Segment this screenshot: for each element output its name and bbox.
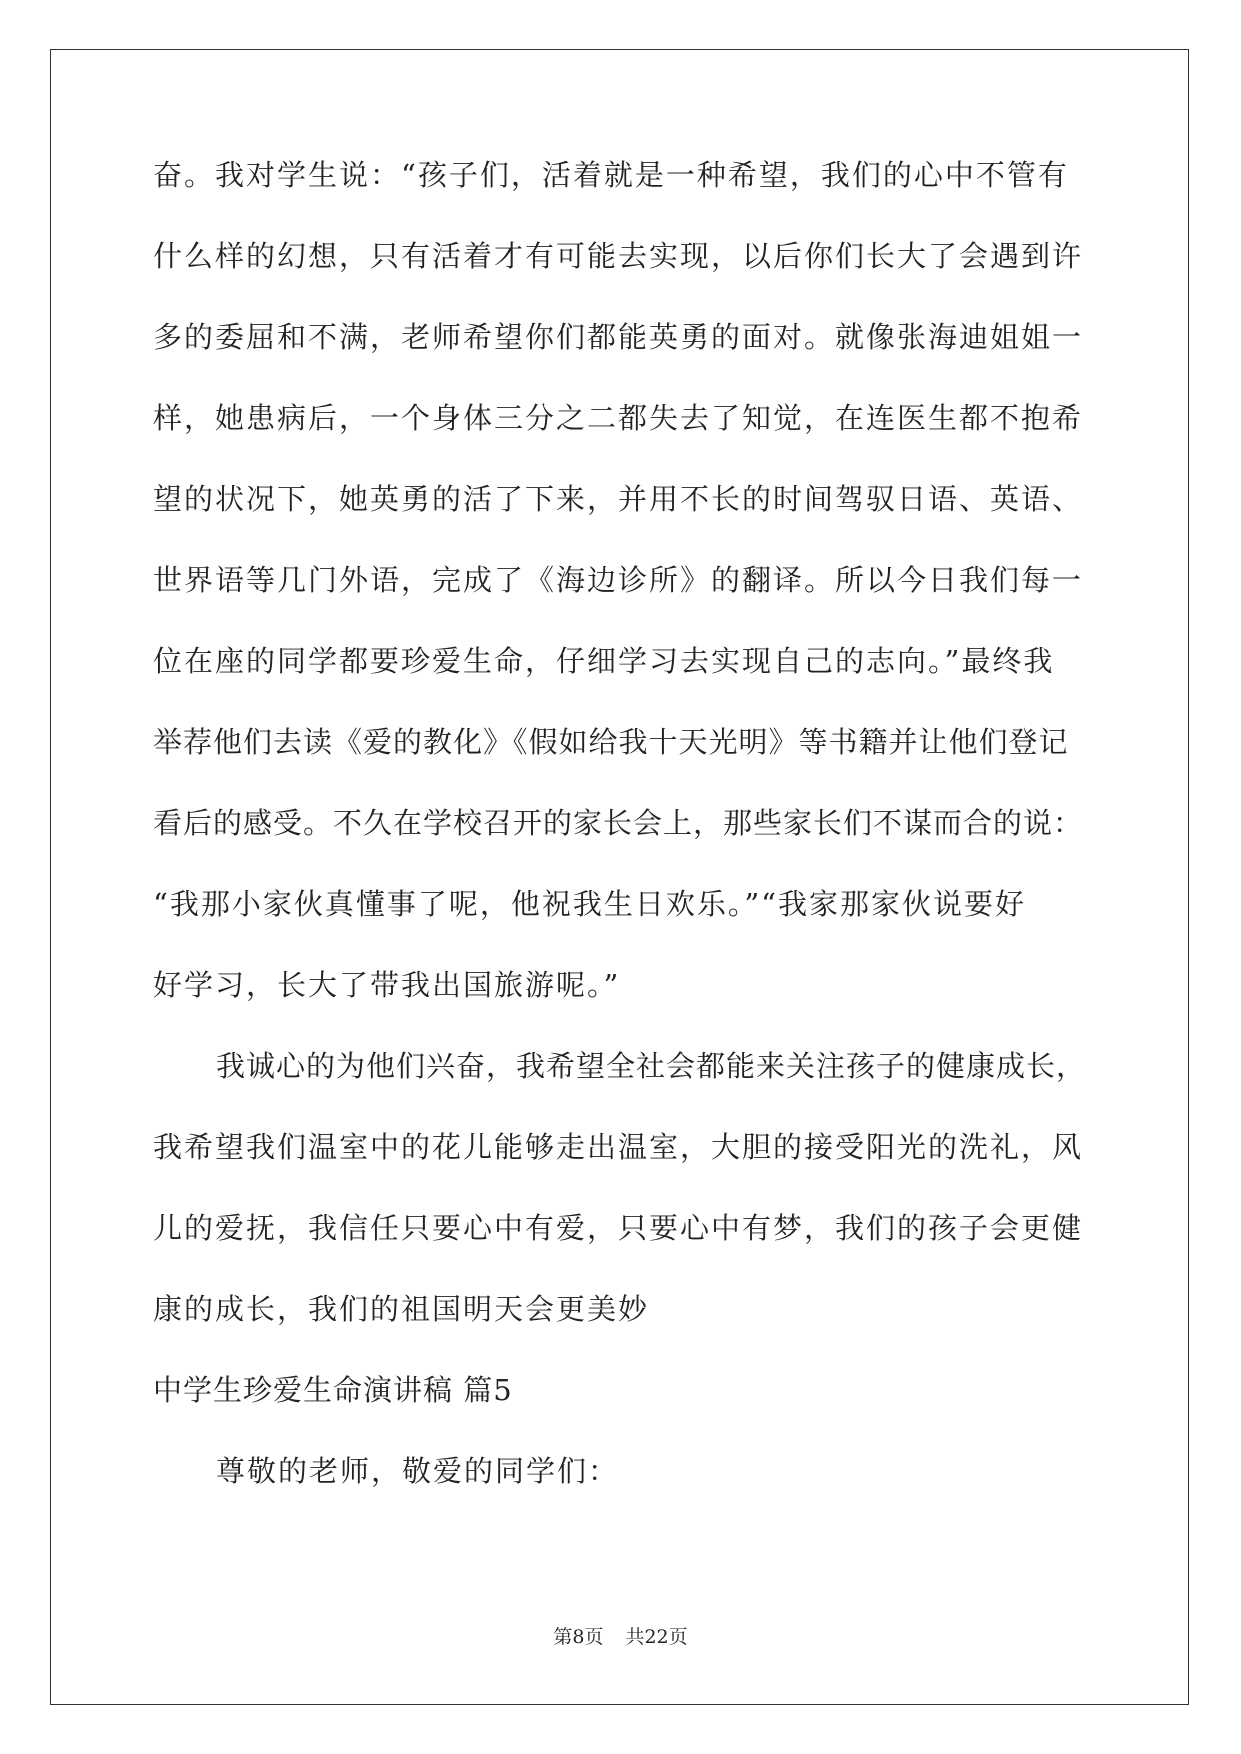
salutation: 尊敬的老师，敬爱的同学们： — [216, 1454, 620, 1488]
document-body — [153, 155, 1093, 1532]
text-line: “我那小家伙真懂事了呢，他祝我生日欢乐。”“我家那家伙说要好 — [153, 887, 1026, 921]
page-number: 第8页 — [553, 1626, 604, 1648]
page-footer — [0, 1625, 1241, 1649]
text-line: 儿的爱抚，我信任只要心中有爱，只要心中有梦，我们的孩子会更健 — [153, 1211, 1084, 1245]
text-line: 我希望我们温室中的花儿能够走出温室，大胆的接受阳光的洗礼，风 — [153, 1130, 1084, 1164]
text-line: 我诚心的为他们兴奋，我希望全社会都能来关注孩子的健康成长， — [216, 1049, 1087, 1083]
text-line: 什么样的幻想，只有活着才有可能去实现，以后你们长大了会遇到许 — [153, 239, 1084, 273]
text-line: 望的状况下，她英勇的活了下来，并用不长的时间驾驭日语、英语、 — [153, 482, 1084, 516]
text-line: 位在座的同学都要珍爱生命，仔细学习去实现自己的志向。”最终我 — [153, 644, 1055, 678]
text-line: 世界语等几门外语，完成了《海边诊所》的翻译。所以今日我们每一 — [153, 563, 1084, 597]
text-line: 举荐他们去读《爱的教化》《假如给我十天光明》等书籍并让他们登记 — [153, 725, 1069, 759]
section-heading: 中学生珍爱生命演讲稿 篇5 — [153, 1373, 513, 1407]
paragraph-1 — [153, 155, 1093, 1005]
paragraph-2 — [153, 1046, 1093, 1329]
text-line: 康的成长，我们的祖国明天会更美妙 — [153, 1292, 650, 1326]
total-pages: 共22页 — [625, 1626, 688, 1648]
text-line: 看后的感受。不久在学校召开的家长会上，那些家长们不谋而合的说： — [153, 806, 1084, 840]
text-line: 好学习，长大了带我出国旅游呢。” — [153, 968, 621, 1002]
text-line: 样，她患病后，一个身体三分之二都失去了知觉，在连医生都不抱希 — [153, 401, 1084, 435]
text-line: 奋。我对学生说：“孩子们，活着就是一种希望，我们的心中不管有 — [153, 158, 1069, 192]
text-line: 多的委屈和不满，老师希望你们都能英勇的面对。就像张海迪姐姐一 — [153, 320, 1084, 354]
